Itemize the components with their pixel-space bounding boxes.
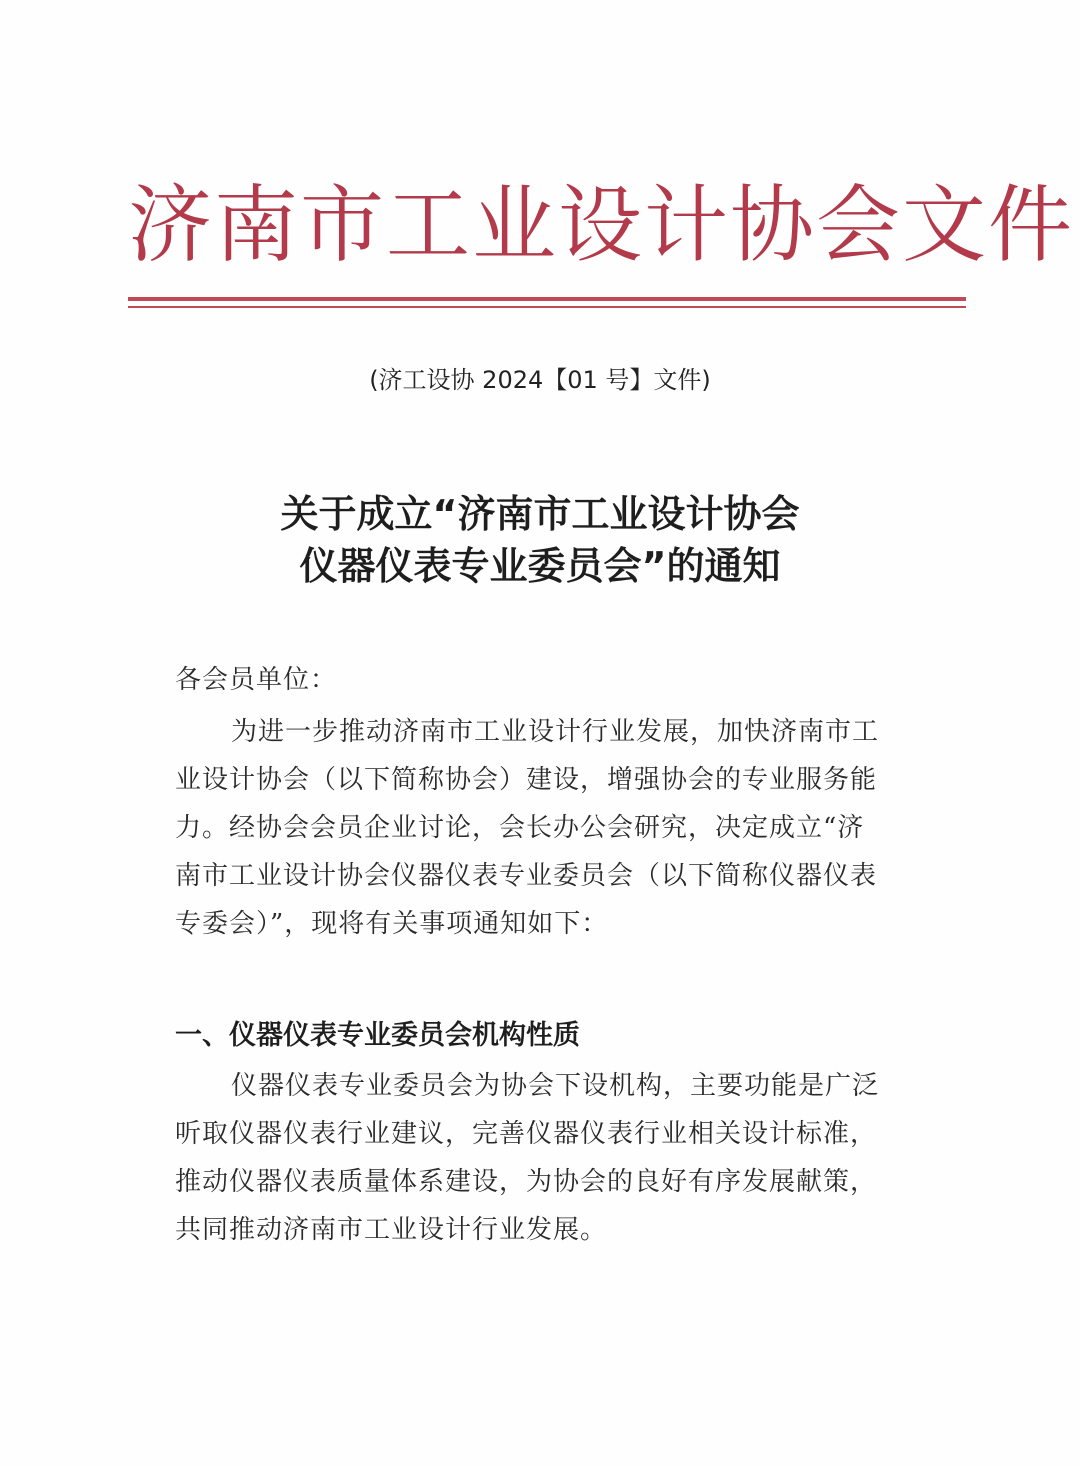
intro-line: 为进一步推动济南市工业设计行业发展，加快济南市工 [231, 717, 880, 747]
header-rule-thick [128, 297, 966, 301]
document-title-line-1: 关于成立“济南市工业设计协会 [280, 492, 800, 536]
document-number: (济工设协 2024【01 号】文件) [369, 366, 711, 394]
intro-line: 南市工业设计协会仪器仪表专业委员会（以下简称仪器仪表 [175, 861, 878, 891]
section-1-line: 听取仪器仪表行业建议，完善仪器仪表行业相关设计标准， [175, 1119, 878, 1149]
header-rule-thin [128, 306, 966, 308]
section-1-line: 仪器仪表专业委员会为协会下设机构，主要功能是广泛 [231, 1071, 880, 1101]
intro-line: 力。经协会会员企业讨论，会长办公会研究，决定成立“济 [175, 813, 865, 843]
intro-line: 专委会）”，现将有关事项通知如下： [175, 909, 609, 939]
section-1-line: 共同推动济南市工业设计行业发展。 [175, 1215, 608, 1245]
org-header-title: 济南市工业设计协会文件 [128, 176, 1075, 274]
section-1-line: 推动仪器仪表质量体系建设，为协会的良好有序发展献策， [175, 1167, 878, 1197]
section-1-paragraph [175, 1062, 910, 1254]
intro-paragraph [175, 708, 910, 948]
section-1-heading: 一、仪器仪表专业委员会机构性质 [175, 1020, 580, 1051]
salutation: 各会员单位： [175, 665, 338, 695]
intro-line: 业设计协会（以下简称协会）建设，增强协会的专业服务能 [175, 765, 878, 795]
document-title [0, 488, 1080, 592]
document-title-line-2: 仪器仪表专业委员会”的通知 [299, 544, 781, 588]
